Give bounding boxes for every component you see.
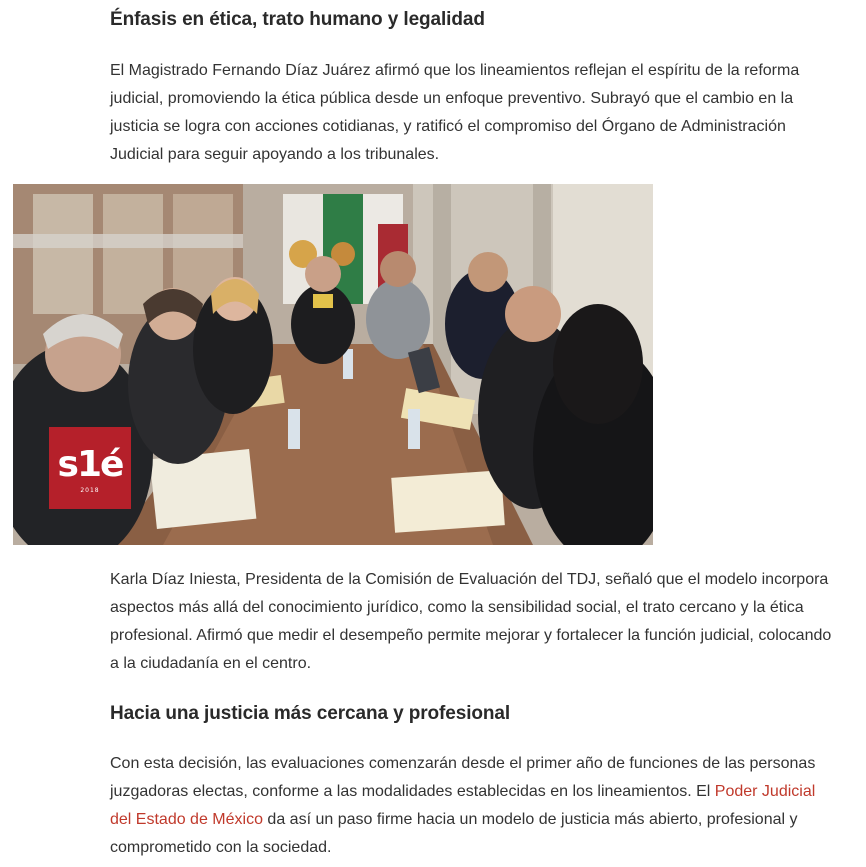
paragraph-karla: Karla Díaz Iniesta, Presidenta de la Comisión de Evaluación del TDJ, señaló que el modelo incorpora aspectos más allá del conocimiento jurídico, como la sensibilidad social, el trato cercano y la ética profesional. Afirmó que medir el desempeño permite mejorar y fortalecer la función judicial, colocando a la ciudadanía en el centro. [110, 571, 832, 672]
paragraph-2-container [110, 566, 835, 678]
paragraph-3-container [110, 750, 835, 862]
paragraph-1-container [110, 57, 835, 169]
site-logo [49, 427, 131, 509]
paragraph-decision [110, 750, 835, 862]
paragraph-decision-text-1: Con esta decisión, las evaluaciones comenzarán desde el primer año de funciones de las personas juzgadoras electas, conforme a las modalidades establecidas en los lineamientos. El [110, 755, 816, 800]
logo-tagline: 2018 [80, 487, 100, 494]
section-heading-2-container [110, 701, 835, 727]
paragraph-decision-text-2: da así un paso firme hacia un modelo de justicia más abierto, profesional y comprometido con la sociedad. [110, 811, 798, 856]
poder-judicial-link[interactable]: Poder Judicial del Estado de México [110, 783, 816, 828]
section-heading-justicia: Hacia una justicia más cercana y profesional [110, 703, 511, 724]
section-heading-1-container [110, 7, 835, 33]
logo-wordmark: s1é [57, 444, 123, 485]
section-heading-etica: Énfasis en ética, trato humano y legalidad [110, 9, 485, 30]
paragraph-magistrado: El Magistrado Fernando Díaz Juárez afirmó que los lineamientos reflejan el espíritu de la reforma judicial, promoviendo la ética pública desde un enfoque preventivo. Subrayó que el cambio en la justicia se logra con acciones cotidianas, y ratificó el compromiso del Órgano de Administración Judicial para seguir apoyando a los tribunales. [110, 62, 800, 163]
